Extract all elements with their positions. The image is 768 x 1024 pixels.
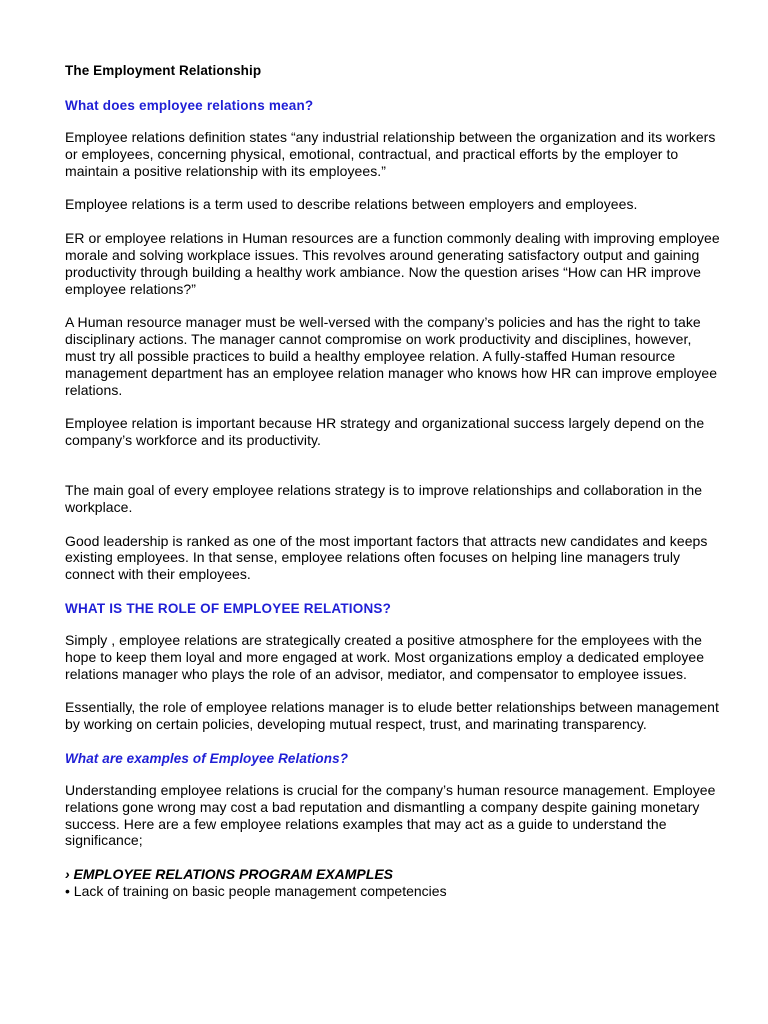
paragraph: Good leadership is ranked as one of the most important factors that attracts new candidates and keeps existing employees. In that sense, employee relations often focuses on helping line managers truly connect with their employees. bbox=[65, 532, 708, 583]
paragraph: Essentially, the role of employee relations manager is to elude better relationships between management by working on certain policies, developing mutual respect, trust, and marinating transparency. bbox=[65, 699, 719, 733]
paragraph: Employee relations definition states “any industrial relationship between the organization and its workers or employees, concerning physical, emotional, contractual, and practical efforts by the employer to maintain a positive relationship with its employees.” bbox=[65, 129, 716, 179]
paragraph: Simply , employee relations are strategically created a positive atmosphere for the employees with the hope to keep them loyal and more engaged at work. Most organizations employ a dedicated employee relations manager who plays the role of an advisor, mediator, and compensator to employee issues. bbox=[65, 631, 705, 682]
document-title: The Employment Relationship bbox=[65, 63, 262, 78]
section-heading-meaning: What does employee relations mean? bbox=[65, 98, 314, 113]
paragraph: ER or employee relations in Human resources are a function commonly dealing with improving employee morale and solving workplace issues. This revolves around generating satisfactory output and gaining productivity through building a healthy work ambiance. Now the question arises “How can HR improve employee relations?” bbox=[65, 230, 720, 297]
paragraph: A Human resource manager must be well-versed with the company’s policies and has the right to take disciplinary actions. The manager cannot compromise on work productivity and disciplines, however, must try all possible practices to build a healthy employee relation. A fully-staffed Human resource management department has an employee relation manager who knows how HR can improve employee relations. bbox=[65, 314, 718, 398]
paragraph: The main goal of every employee relations strategy is to improve relationships and collaboration in the workplace. bbox=[65, 481, 703, 515]
paragraph: Understanding employee relations is crucial for the company’s human resource management. Employee relations gone wrong may cost a bad reputation and dismantling a company despite gaining monetary success. Here are a few employee relations examples that may act as a guide to understand the significance; bbox=[65, 781, 716, 849]
section-heading-role: WHAT IS THE ROLE OF EMPLOYEE RELATIONS? bbox=[65, 600, 392, 616]
list-item: • Lack of training on basic people management competencies bbox=[65, 883, 447, 900]
paragraph: Employee relations is a term used to describe relations between employers and employees. bbox=[65, 196, 638, 213]
document-page bbox=[65, 62, 725, 900]
section-heading-examples: What are examples of Employee Relations? bbox=[65, 750, 349, 766]
paragraph: Employee relation is important because HR strategy and organizational success largely depend on the company’s workforce and its productivity. bbox=[65, 415, 705, 449]
list-heading: › EMPLOYEE RELATIONS PROGRAM EXAMPLES bbox=[65, 866, 393, 883]
